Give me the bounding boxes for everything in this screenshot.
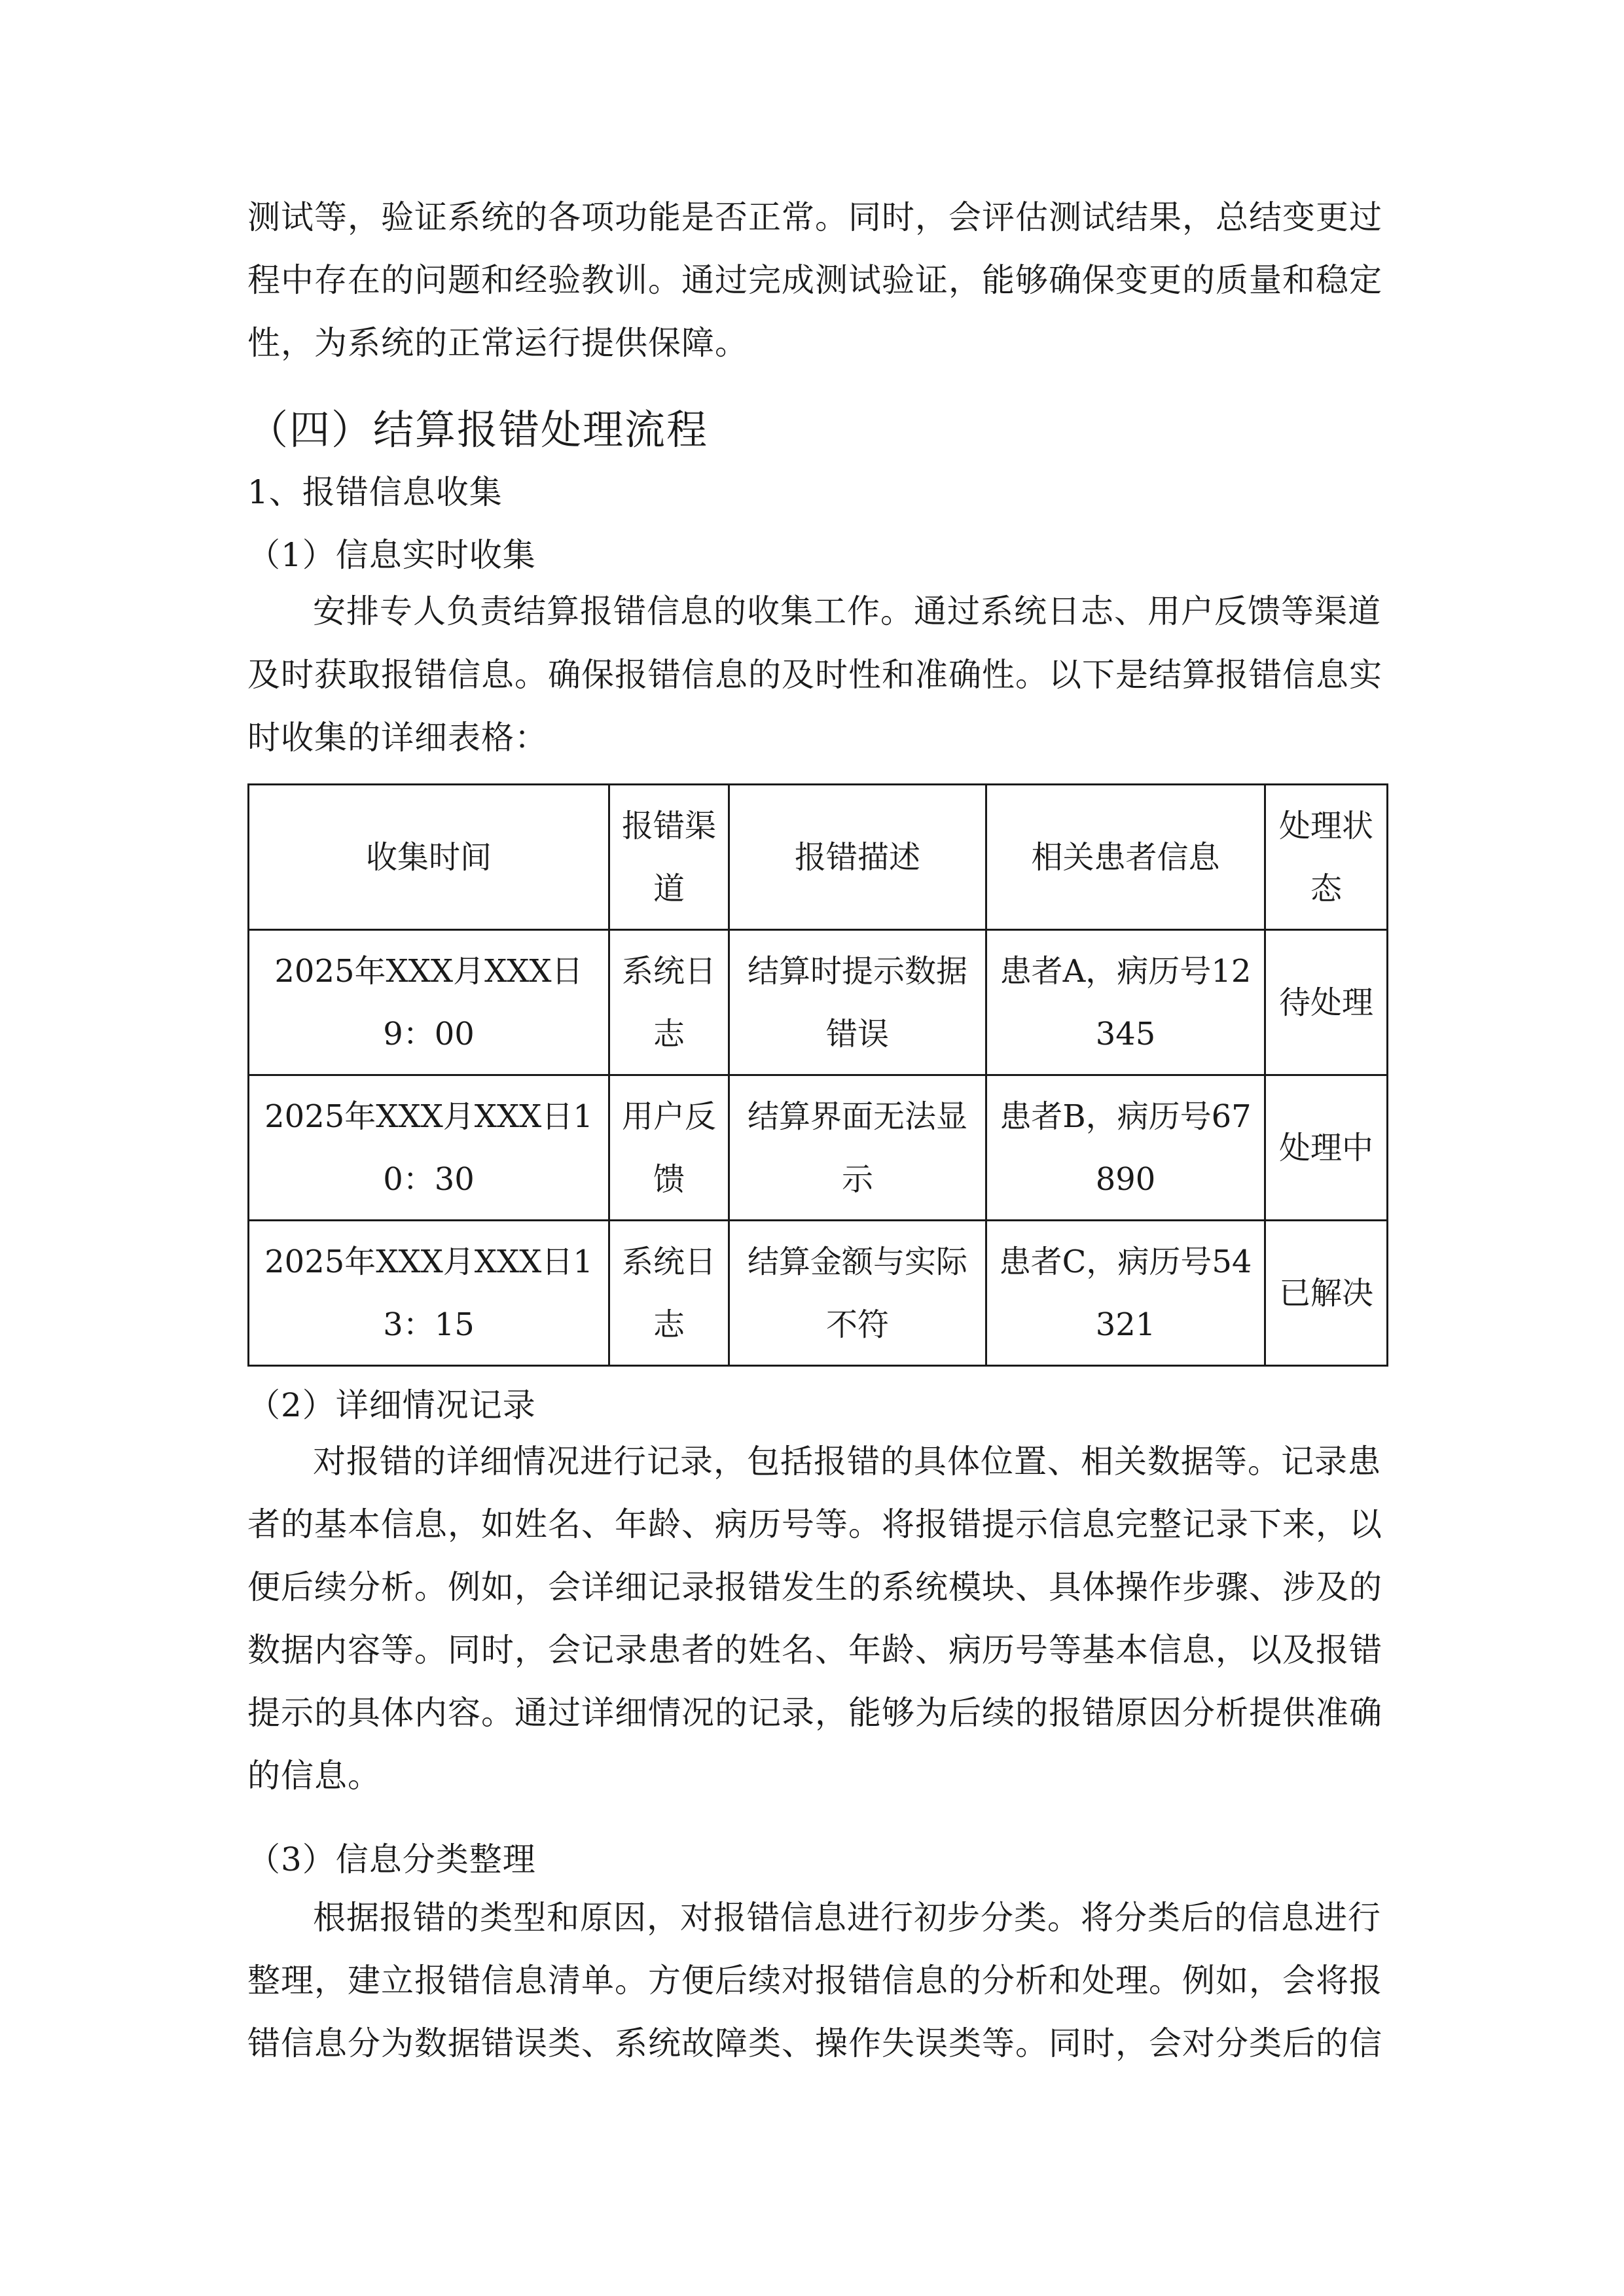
paragraph-line: 的信息。 — [247, 1757, 381, 1795]
paragraph-line: 时收集的详细表格： — [247, 719, 548, 757]
header-cell: 报错渠道 — [609, 785, 729, 930]
table-header-row — [249, 785, 1388, 930]
paragraph-line: 整理，建立报错信息清单。方便后续对报错信息的分析和处理。例如，会将报 — [247, 1962, 1382, 2000]
header-cell: 相关患者信息 — [986, 785, 1265, 930]
table-cell: 结算时提示数据错误 — [729, 930, 986, 1075]
paragraph-line: 数据内容等。同时，会记录患者的姓名、年龄、病历号等基本信息，以及报错 — [247, 1631, 1382, 1669]
paragraph-line: 对报错的详细情况进行记录，包括报错的具体位置、相关数据等。记录患 — [313, 1443, 1381, 1480]
header-cell: 处理状态 — [1265, 785, 1388, 930]
item-title: （1）信息实时收集 — [247, 536, 536, 574]
table-cell: 结算金额与实际不符 — [729, 1221, 986, 1366]
table-row — [249, 930, 1388, 1075]
paragraph-line: 者的基本信息，如姓名、年龄、病历号等。将报错提示信息完整记录下来，以 — [247, 1505, 1382, 1543]
item-title: （3）信息分类整理 — [247, 1840, 536, 1878]
table-cell: 已解决 — [1265, 1221, 1388, 1366]
table-cell: 患者B，病历号67890 — [986, 1075, 1265, 1221]
paragraph-line: 测试等，验证系统的各项功能是否正常。同时，会评估测试结果，总结变更过 — [247, 198, 1382, 236]
paragraph-line: 及时获取报错信息。确保报错信息的及时性和准确性。以下是结算报错信息实 — [247, 656, 1382, 694]
table-cell: 患者A，病历号12345 — [986, 930, 1265, 1075]
header-cell: 报错描述 — [729, 785, 986, 930]
table-cell: 处理中 — [1265, 1075, 1388, 1221]
error-collection-table — [247, 783, 1388, 1367]
paragraph-line: 性，为系统的正常运行提供保障。 — [247, 324, 748, 362]
table-cell: 结算界面无法显示 — [729, 1075, 986, 1221]
table-cell: 2025年XXX月XXX日10：30 — [249, 1075, 609, 1221]
header-cell: 收集时间 — [249, 785, 609, 930]
table-cell: 2025年XXX月XXX日9：00 — [249, 930, 609, 1075]
paragraph-line: 根据报错的类型和原因，对报错信息进行初步分类。将分类后的信息进行 — [313, 1899, 1381, 1937]
paragraph-line: 错信息分为数据错误类、系统故障类、操作失误类等。同时，会对分类后的信 — [247, 2024, 1382, 2062]
paragraph-line: 便后续分析。例如，会详细记录报错发生的系统模块、具体操作步骤、涉及的 — [247, 1568, 1382, 1606]
table-cell: 待处理 — [1265, 930, 1388, 1075]
table-row — [249, 1221, 1388, 1366]
paragraph-line: 程中存在的问题和经验教训。通过完成测试验证，能够确保变更的质量和稳定 — [247, 261, 1382, 299]
table-cell: 系统日志 — [609, 1221, 729, 1366]
paragraph-line: 提示的具体内容。通过详细情况的记录，能够为后续的报错原因分析提供准确 — [247, 1694, 1382, 1732]
paragraph-line: 安排专人负责结算报错信息的收集工作。通过系统日志、用户反馈等渠道 — [313, 592, 1381, 630]
item-title: （2）详细情况记录 — [247, 1386, 536, 1424]
table-cell: 用户反馈 — [609, 1075, 729, 1221]
table-cell: 患者C，病历号54321 — [986, 1221, 1265, 1366]
table-cell: 系统日志 — [609, 930, 729, 1075]
table-row — [249, 1075, 1388, 1221]
table-cell: 2025年XXX月XXX日13：15 — [249, 1221, 609, 1366]
subsection-title: 1、报错信息收集 — [247, 473, 503, 511]
section-heading: （四）结算报错处理流程 — [247, 406, 709, 454]
